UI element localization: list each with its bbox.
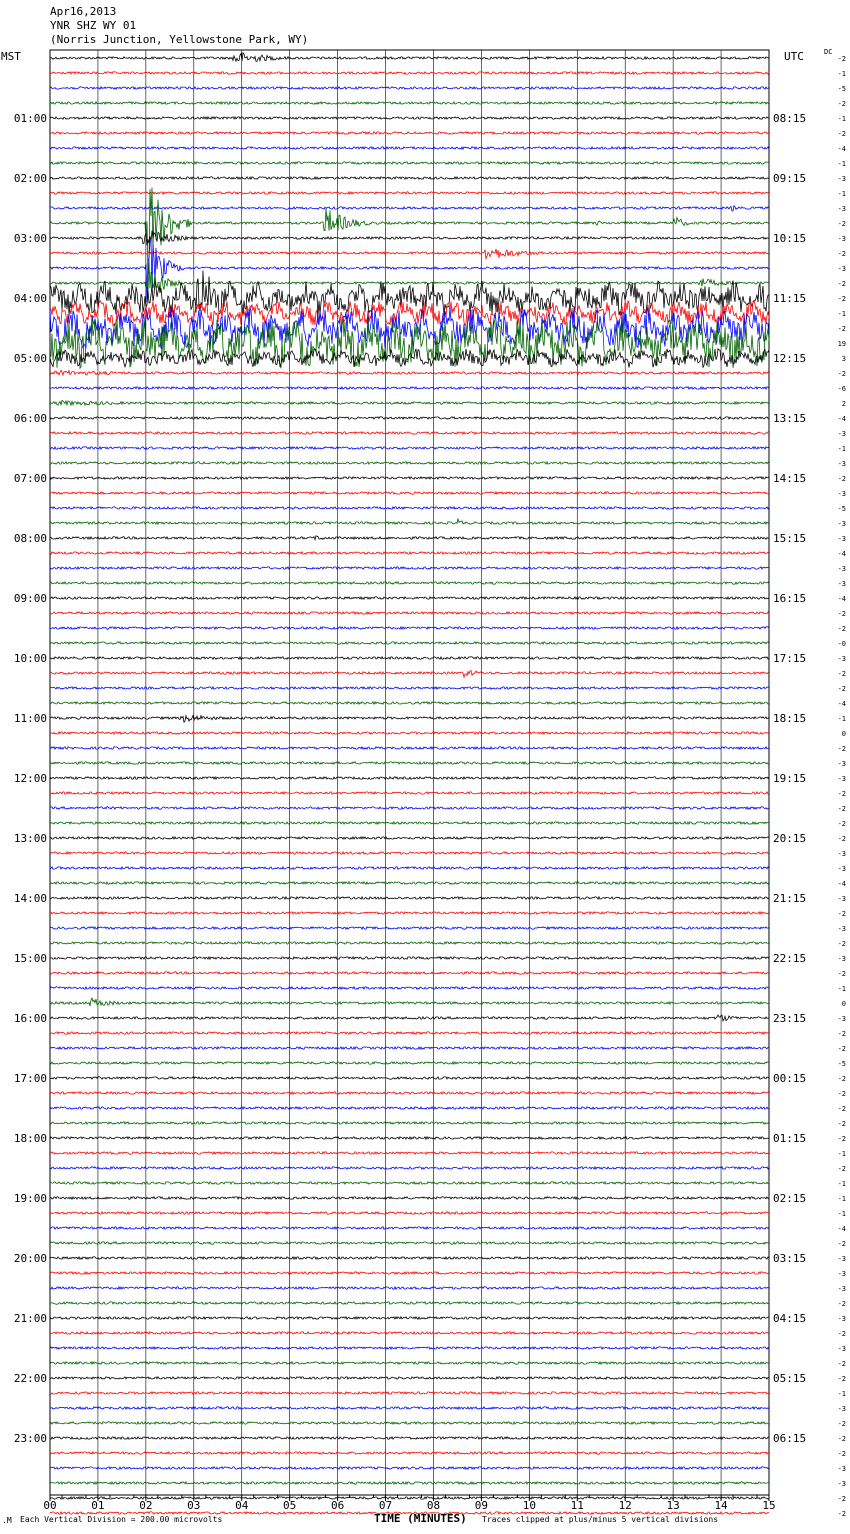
dc-offset-label: -2 — [837, 55, 846, 63]
trace-line — [50, 716, 769, 723]
left-hour-label: 18:00 — [13, 1132, 47, 1145]
x-tick-label: 11 — [570, 1499, 584, 1512]
x-tick-label: 09 — [474, 1499, 489, 1512]
right-hour-label: 16:15 — [773, 592, 807, 605]
right-hour-label: 18:15 — [773, 712, 807, 725]
dc-offset-label: -3 — [837, 775, 846, 783]
trace-line — [50, 732, 769, 734]
dc-offset-label: -1 — [837, 1390, 846, 1398]
trace-line — [50, 192, 769, 194]
dc-offset-label: -2 — [837, 1090, 846, 1098]
dc-offset-label: -2 — [837, 475, 846, 483]
left-hour-label: 09:00 — [13, 592, 47, 605]
plot-frame — [50, 50, 769, 1495]
dc-offset-label: -2 — [837, 100, 846, 108]
dc-offset-label: -4 — [837, 880, 846, 888]
dc-offset-label: -2 — [837, 790, 846, 798]
trace-line — [50, 1452, 769, 1454]
dc-offset-label: -2 — [837, 745, 846, 753]
trace-line — [50, 912, 769, 914]
dc-offset-label: -2 — [837, 835, 846, 843]
dc-offset-label: -1 — [837, 1180, 846, 1188]
dc-offset-label: 3 — [841, 355, 846, 363]
trace-line — [50, 1197, 769, 1199]
right-hour-label: 19:15 — [773, 772, 807, 785]
dc-offset-label: -1 — [837, 70, 846, 78]
dc-offset-label: -3 — [837, 1480, 846, 1488]
trace-line — [50, 762, 769, 764]
trace-line — [50, 1032, 769, 1034]
trace-line — [50, 597, 769, 599]
left-hour-label: 15:00 — [13, 952, 47, 965]
trace-line — [50, 519, 769, 525]
trace-line — [50, 687, 769, 689]
dc-offset-label: -2 — [837, 295, 846, 303]
dc-offset-label: -2 — [837, 1375, 846, 1383]
dc-offset-header: DC — [824, 48, 833, 56]
trace-line — [50, 1137, 769, 1139]
trace-line — [50, 492, 769, 494]
dc-offset-label: -3 — [837, 235, 846, 243]
dc-offset-label: -0 — [837, 640, 846, 648]
trace-line — [50, 1167, 769, 1169]
dc-offset-label: -2 — [837, 1420, 846, 1428]
dc-offset-label: -3 — [837, 1405, 846, 1413]
dc-offset-label: -1 — [837, 160, 846, 168]
trace-line — [50, 1122, 769, 1124]
right-hour-label: 06:15 — [773, 1432, 807, 1445]
trace-line — [50, 1152, 769, 1154]
right-hour-label: 02:15 — [773, 1192, 807, 1205]
trace-line — [50, 927, 769, 929]
trace-line — [50, 627, 769, 629]
right-hour-label: 10:15 — [773, 232, 807, 245]
dc-offset-label: -3 — [837, 895, 846, 903]
right-hour-label: 00:15 — [773, 1072, 807, 1085]
trace-line — [50, 536, 769, 540]
trace-line — [50, 807, 769, 809]
dc-offset-label: -3 — [837, 460, 846, 468]
trace-line — [50, 1015, 769, 1021]
dc-offset-label: -3 — [837, 175, 846, 183]
right-hour-label: 17:15 — [773, 652, 807, 665]
dc-offset-label: -2 — [837, 220, 846, 228]
x-tick-label: 06 — [330, 1499, 345, 1512]
dc-offset-label: -3 — [837, 760, 846, 768]
dc-offset-label: -2 — [837, 685, 846, 693]
trace-line — [50, 262, 769, 293]
vertical-scale-note: Each Vertical Division = 200.00 microvolts — [20, 1515, 223, 1524]
dc-offset-label: -2 — [837, 250, 846, 258]
dc-offset-label: -3 — [837, 1285, 846, 1293]
trace-line — [50, 132, 769, 134]
trace-line — [50, 1347, 769, 1349]
dc-offset-label: -5 — [837, 1060, 846, 1068]
dc-offset-label: -2 — [837, 1360, 846, 1368]
left-hour-label: 01:00 — [13, 112, 47, 125]
dc-offset-label: -1 — [837, 1195, 846, 1203]
trace-line — [50, 1242, 769, 1244]
trace-line — [50, 1062, 769, 1064]
trace-line — [50, 1092, 769, 1094]
dc-offset-label: -4 — [837, 550, 846, 558]
dc-offset-label: -3 — [837, 565, 846, 573]
trace-line — [50, 1257, 769, 1259]
trace-line — [50, 507, 769, 509]
dc-offset-label: -1 — [837, 190, 846, 198]
dc-offset-label: -1 — [837, 310, 846, 318]
x-tick-label: 13 — [666, 1499, 680, 1512]
dc-offset-label: -2 — [837, 1330, 846, 1338]
x-tick-label: 07 — [378, 1499, 393, 1512]
right-hour-label: 11:15 — [773, 292, 807, 305]
trace-line — [50, 1437, 769, 1439]
right-timezone-label: UTC — [784, 50, 804, 63]
footer-mark: .M — [2, 1516, 12, 1525]
trace-line — [50, 177, 769, 179]
trace-line — [50, 567, 769, 569]
trace-line — [50, 477, 769, 479]
trace-line — [50, 349, 769, 368]
trace-line — [50, 231, 769, 246]
dc-offset-label: -4 — [837, 145, 846, 153]
dc-offset-label: -4 — [837, 595, 846, 603]
trace-line — [50, 102, 769, 104]
x-tick-label: 08 — [426, 1499, 441, 1512]
trace-line — [50, 87, 769, 89]
trace-line — [50, 777, 769, 779]
trace-line — [50, 987, 769, 989]
dc-offset-label: -6 — [837, 385, 846, 393]
dc-offset-label: -3 — [837, 580, 846, 588]
dc-offset-label: -1 — [837, 1150, 846, 1158]
left-hour-label: 05:00 — [13, 352, 47, 365]
dc-offset-label: -3 — [837, 955, 846, 963]
dc-offset-label: -3 — [837, 520, 846, 528]
trace-line — [50, 1212, 769, 1214]
dc-offset-label: -1 — [837, 445, 846, 453]
dc-offset-label: 0 — [841, 1000, 846, 1008]
dc-offset-label: -3 — [837, 265, 846, 273]
dc-offset-label: 0 — [841, 730, 846, 738]
trace-line — [50, 1107, 769, 1109]
left-hour-label: 22:00 — [13, 1372, 47, 1385]
dc-offset-label: -5 — [837, 505, 846, 513]
dc-offset-label: -2 — [837, 1435, 846, 1443]
trace-line — [50, 462, 769, 464]
dc-offset-label: -2 — [837, 1045, 846, 1053]
left-hour-label: 20:00 — [13, 1252, 47, 1265]
trace-line — [50, 747, 769, 749]
left-hour-label: 07:00 — [13, 472, 47, 485]
trace-line — [50, 147, 769, 149]
x-tick-label: 03 — [187, 1499, 201, 1512]
dc-offset-label: -2 — [837, 1300, 846, 1308]
trace-line — [50, 400, 769, 405]
trace-line — [50, 1272, 769, 1274]
dc-offset-label: -1 — [837, 1210, 846, 1218]
left-hour-label: 14:00 — [13, 892, 47, 905]
left-hour-label: 19:00 — [13, 1192, 47, 1205]
trace-line — [50, 1362, 769, 1364]
trace-line — [50, 72, 769, 74]
dc-offset-label: -2 — [837, 805, 846, 813]
trace-line — [50, 432, 769, 434]
dc-offset-label: -1 — [837, 115, 846, 123]
dc-offset-label: -3 — [837, 1255, 846, 1263]
trace-line — [50, 53, 769, 62]
x-tick-label: 15 — [762, 1499, 776, 1512]
trace-line — [50, 897, 769, 899]
trace-line — [50, 447, 769, 449]
trace-line — [50, 300, 769, 325]
left-hour-label: 12:00 — [13, 772, 47, 785]
right-hour-label: 15:15 — [773, 532, 807, 545]
dc-offset-label: -3 — [837, 1270, 846, 1278]
dc-offset-label: -2 — [837, 1120, 846, 1128]
station-code: YNR SHZ WY 01 — [50, 19, 137, 32]
right-hour-label: 08:15 — [773, 112, 807, 125]
left-hour-label: 10:00 — [13, 652, 47, 665]
plot-date: Apr16,2013 — [50, 5, 117, 18]
dc-offset-label: -2 — [837, 1495, 846, 1503]
left-hour-label: 17:00 — [13, 1072, 47, 1085]
station-location: (Norris Junction, Yellowstone Park, WY) — [50, 33, 309, 46]
dc-offset-label: -2 — [837, 370, 846, 378]
right-hour-label: 14:15 — [773, 472, 807, 485]
left-hour-label: 03:00 — [13, 232, 47, 245]
right-hour-label: 22:15 — [773, 952, 807, 965]
dc-offset-label: -3 — [837, 1465, 846, 1473]
dc-offset-label: -3 — [837, 490, 846, 498]
x-tick-label: 04 — [235, 1499, 249, 1512]
dc-offset-label: -2 — [837, 1030, 846, 1038]
left-hour-label: 21:00 — [13, 1312, 47, 1325]
trace-line — [50, 1047, 769, 1049]
dc-offset-label: 2 — [841, 400, 846, 408]
left-hour-label: 08:00 — [13, 532, 47, 545]
clip-note: Traces clipped at plus/minus 5 vertical divisions — [482, 1515, 719, 1524]
x-tick-label: 12 — [618, 1499, 632, 1512]
x-tick-label: 02 — [139, 1499, 153, 1512]
trace-line — [50, 1392, 769, 1394]
dc-offset-label: -2 — [837, 940, 846, 948]
dc-offset-label: -4 — [837, 1225, 846, 1233]
dc-offset-label: -2 — [837, 625, 846, 633]
right-hour-label: 01:15 — [773, 1132, 807, 1145]
right-hour-label: 13:15 — [773, 412, 807, 425]
dc-offset-label: -3 — [837, 865, 846, 873]
trace-line — [50, 117, 769, 119]
dc-offset-label: -3 — [837, 535, 846, 543]
left-hour-label: 02:00 — [13, 172, 47, 185]
right-hour-label: 05:15 — [773, 1372, 807, 1385]
right-hour-label: 23:15 — [773, 1012, 807, 1025]
dc-offset-label: -3 — [837, 1015, 846, 1023]
trace-line — [50, 998, 769, 1006]
dc-offset-label: -2 — [837, 1075, 846, 1083]
dc-offset-label: -5 — [837, 85, 846, 93]
trace-line — [50, 1287, 769, 1289]
trace-line — [50, 1407, 769, 1409]
dc-offset-label: -3 — [837, 1345, 846, 1353]
trace-line — [50, 792, 769, 794]
dc-offset-label: -4 — [837, 415, 846, 423]
dc-offset-label: -2 — [837, 1135, 846, 1143]
trace-line — [50, 162, 769, 164]
trace-line — [50, 822, 769, 824]
trace-line — [50, 942, 769, 944]
left-hour-label: 13:00 — [13, 832, 47, 845]
trace-line — [50, 387, 769, 389]
dc-offset-label: -2 — [837, 325, 846, 333]
dc-offset-label: -2 — [837, 910, 846, 918]
trace-line — [50, 582, 769, 584]
dc-offset-label: -2 — [837, 280, 846, 288]
trace-line — [50, 1317, 769, 1319]
trace-line — [50, 837, 769, 839]
right-hour-label: 04:15 — [773, 1312, 807, 1325]
trace-line — [50, 1332, 769, 1334]
trace-line — [50, 1227, 769, 1229]
trace-line — [50, 1422, 769, 1424]
dc-offset-label: -2 — [837, 820, 846, 828]
right-hour-label: 12:15 — [773, 352, 807, 365]
left-hour-label: 16:00 — [13, 1012, 47, 1025]
dc-offset-label: -2 — [837, 1165, 846, 1173]
right-hour-label: 09:15 — [773, 172, 807, 185]
trace-line — [50, 1377, 769, 1379]
x-tick-label: 00 — [43, 1499, 57, 1512]
right-hour-label: 20:15 — [773, 832, 807, 845]
trace-line — [50, 417, 769, 419]
dc-offset-label: -3 — [837, 205, 846, 213]
x-tick-label: 05 — [283, 1499, 297, 1512]
dc-offset-label: 19 — [837, 340, 846, 348]
trace-line — [50, 1467, 769, 1469]
trace-line — [50, 957, 769, 959]
right-hour-label: 03:15 — [773, 1252, 807, 1265]
trace-line — [50, 1482, 769, 1484]
dc-offset-label: -3 — [837, 430, 846, 438]
dc-offset-label: -2 — [837, 670, 846, 678]
dc-offset-label: -2 — [837, 1240, 846, 1248]
trace-line — [50, 852, 769, 854]
dc-offset-label: -2 — [837, 1105, 846, 1113]
x-tick-label: 14 — [714, 1499, 728, 1512]
dc-offset-label: -2 — [837, 1510, 846, 1518]
trace-line — [50, 612, 769, 614]
dc-offset-label: -2 — [837, 1450, 846, 1458]
x-tick-label: 10 — [522, 1499, 536, 1512]
trace-line — [50, 1302, 769, 1304]
left-hour-label: 23:00 — [13, 1432, 47, 1445]
dc-offset-label: -4 — [837, 700, 846, 708]
dc-offset-label: -3 — [837, 925, 846, 933]
trace-line — [50, 657, 769, 659]
x-tick-label: 01 — [91, 1499, 105, 1512]
left-hour-label: 11:00 — [13, 712, 47, 725]
trace-line — [50, 1182, 769, 1184]
dc-offset-label: -1 — [837, 985, 846, 993]
dc-offset-label: -2 — [837, 130, 846, 138]
dc-offset-label: -3 — [837, 655, 846, 663]
dc-offset-label: -2 — [837, 970, 846, 978]
trace-line — [50, 702, 769, 704]
right-hour-label: 21:15 — [773, 892, 807, 905]
trace-line — [50, 882, 769, 884]
trace-line — [50, 642, 769, 644]
dc-offset-label: -3 — [837, 1315, 846, 1323]
dc-offset-label: -3 — [837, 850, 846, 858]
left-hour-label: 04:00 — [13, 292, 47, 305]
trace-line — [50, 670, 769, 677]
left-hour-label: 06:00 — [13, 412, 47, 425]
dc-offset-label: -1 — [837, 715, 846, 723]
trace-line — [50, 867, 769, 869]
trace-line — [50, 370, 769, 375]
trace-line — [50, 1077, 769, 1079]
trace-line — [50, 972, 769, 974]
dc-offset-label: -2 — [837, 610, 846, 618]
left-timezone-label: MST — [1, 50, 21, 63]
x-axis-title: TIME (MINUTES) — [374, 1512, 467, 1525]
trace-line — [50, 552, 769, 554]
